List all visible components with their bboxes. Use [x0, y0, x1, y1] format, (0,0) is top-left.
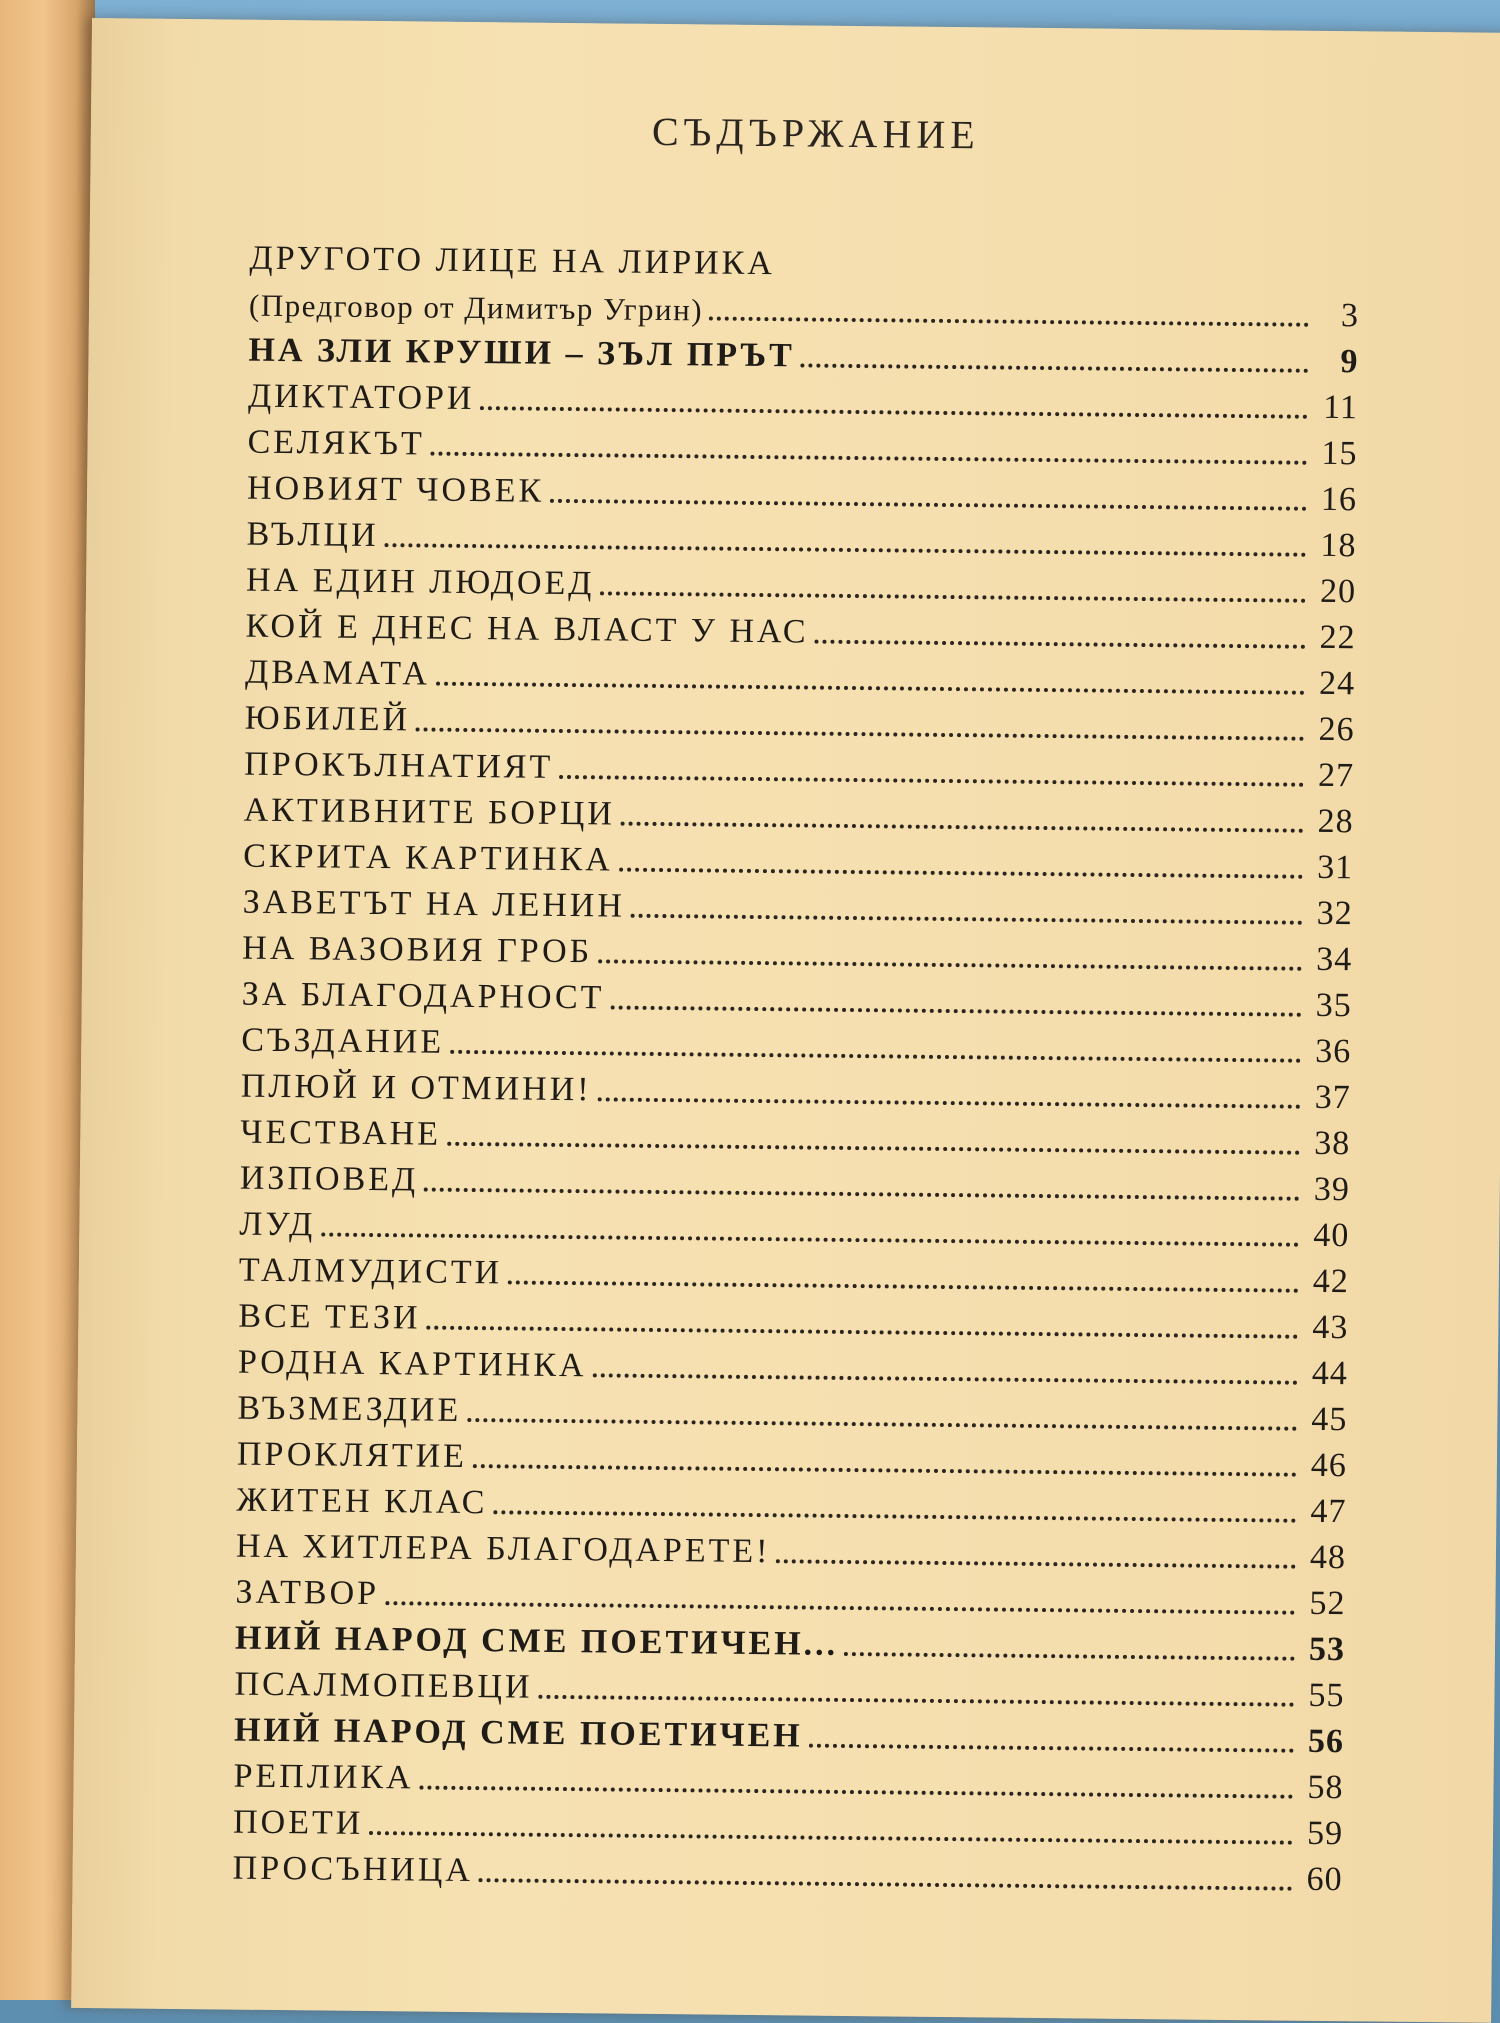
- toc-entry-title: ПРОКЪЛНАТИЯТ: [244, 745, 554, 786]
- dot-leader: [559, 775, 1304, 787]
- toc-entry-page-number: 56: [1307, 1722, 1345, 1761]
- dot-leader: [844, 1652, 1295, 1661]
- dot-leader: [600, 591, 1306, 602]
- dot-leader: [592, 1373, 1297, 1384]
- toc-entry-title: НА ВАЗОВИЯ ГРОБ: [242, 929, 593, 971]
- dot-leader: [508, 1280, 1299, 1292]
- toc-entry-title: СЪЗДАНИЕ: [241, 1021, 445, 1061]
- dot-leader: [385, 1601, 1295, 1615]
- preface-title: ДРУГОТО ЛИЦЕ НА ЛИРИКА: [249, 239, 776, 283]
- toc-entry-page-number: 58: [1307, 1768, 1344, 1807]
- dot-leader: [473, 1464, 1297, 1477]
- toc-entry-page-number: 45: [1311, 1400, 1348, 1439]
- toc-entry-page-number: 15: [1321, 434, 1358, 473]
- toc-entry-page-number: 32: [1316, 894, 1353, 933]
- toc-entry-page-number: 42: [1312, 1262, 1350, 1301]
- book-page: [71, 18, 1500, 2023]
- toc-entry-title: ДИКТАТОРИ: [247, 377, 475, 418]
- toc-entry-page-number: 46: [1310, 1446, 1348, 1485]
- toc-entry-title: РЕПЛИКА: [233, 1757, 414, 1797]
- page-heading: СЪДЪРЖАНИЕ: [651, 108, 980, 158]
- dot-leader: [709, 316, 1309, 326]
- toc-entry-title: ЗА БЛАГОДАРНОСТ: [241, 975, 605, 1017]
- dot-leader: [467, 1418, 1297, 1431]
- dot-leader: [809, 1744, 1294, 1753]
- dot-leader: [814, 640, 1305, 649]
- dot-leader: [385, 543, 1307, 557]
- toc-entry-title: ВЪЗМЕЗДИЕ: [237, 1389, 462, 1429]
- toc-entry-title: ПРОКЛЯТИЕ: [236, 1435, 468, 1476]
- toc-entry-title: РОДНА КАРТИНКА: [237, 1343, 587, 1385]
- toc-entry-title: ЗАТВОР: [235, 1573, 380, 1613]
- toc-entry-page-number: 52: [1309, 1584, 1346, 1623]
- dot-leader: [431, 452, 1308, 465]
- toc-entry-page-number: 26: [1318, 710, 1355, 749]
- toc-entry-page-number: 35: [1315, 986, 1352, 1025]
- dot-leader: [479, 1878, 1293, 1891]
- toc-entry-title: НОВИЯТ ЧОВЕК: [246, 469, 545, 510]
- toc-entry-title: СЕЛЯКЪТ: [247, 423, 425, 463]
- toc-entry-title: ВЪЛЦИ: [246, 515, 379, 555]
- toc-entry-title: ЛУД: [239, 1205, 316, 1244]
- toc-entry-title: ПЛЮЙ И ОТМИНИ!: [240, 1067, 592, 1109]
- toc-entry-title: ЮБИЛЕЙ: [244, 699, 411, 739]
- dot-leader: [801, 363, 1309, 372]
- dot-leader: [619, 868, 1303, 879]
- toc-entry-page-number: 18: [1320, 526, 1357, 565]
- toc-entry-page-number: 40: [1313, 1216, 1350, 1255]
- toc-entry-title: СКРИТА КАРТИНКА: [243, 837, 614, 879]
- dot-leader: [480, 406, 1308, 419]
- toc-entry-page-number: 11: [1323, 388, 1359, 427]
- toc-entry-page-number: 53: [1308, 1630, 1346, 1669]
- toc-entry-title: НИЙ НАРОД СМЕ ПОЕТИЧЕН: [233, 1711, 803, 1755]
- toc-entry-title: НИЙ НАРОД СМЕ ПОЕТИЧЕН...: [234, 1619, 839, 1663]
- toc-entry-page-number: 22: [1319, 618, 1356, 657]
- toc-entry-page-number: 60: [1306, 1860, 1343, 1899]
- toc-entry-page-number: 36: [1315, 1032, 1352, 1071]
- toc-entry-page-number: 44: [1311, 1354, 1349, 1393]
- toc-entry-title: АКТИВНИТЕ БОРЦИ: [243, 791, 616, 833]
- dot-leader: [416, 727, 1305, 740]
- toc-entry-title: ВСЕ ТЕЗИ: [238, 1297, 421, 1337]
- toc-entry-title: ЖИТЕН КЛАС: [236, 1481, 488, 1522]
- toc-entry-page-number: 48: [1309, 1538, 1347, 1577]
- dot-leader: [450, 1050, 1301, 1063]
- toc-entry-page-number: 16: [1320, 480, 1358, 519]
- toc-entry-page-number: 28: [1317, 802, 1354, 841]
- toc-entry-page-number: 38: [1314, 1124, 1351, 1163]
- preface-page-number: 3: [1340, 297, 1360, 335]
- toc-entry-title: ТАЛМУДИСТИ: [238, 1251, 503, 1292]
- toc-entry-page-number: 34: [1316, 940, 1353, 979]
- toc-entry-title: ПСАЛМОПЕВЦИ: [234, 1665, 533, 1706]
- toc-entry-page-number: 20: [1319, 572, 1357, 611]
- toc-entry-page-number: 43: [1312, 1308, 1349, 1347]
- toc-entry-page-number: 27: [1317, 756, 1355, 795]
- toc-entry-page-number: 24: [1318, 664, 1356, 703]
- toc-entry-page-number: 47: [1310, 1492, 1347, 1531]
- toc-entry-title: ЧЕСТВАНЕ: [240, 1113, 442, 1153]
- dot-leader: [550, 499, 1307, 511]
- dot-leader: [631, 914, 1303, 925]
- table-of-contents: [232, 230, 1359, 1900]
- dot-leader: [447, 1142, 1300, 1155]
- dot-leader: [436, 682, 1305, 695]
- toc-entry-page-number: 55: [1308, 1676, 1345, 1715]
- toc-entry-title: КОЙ Е ДНЕС НА ВЛАСТ У НАС: [245, 607, 809, 651]
- dot-leader: [598, 959, 1302, 970]
- dot-leader: [776, 1559, 1296, 1568]
- dot-leader: [621, 822, 1304, 833]
- toc-entry-title: ЗАВЕТЪТ НА ЛЕНИН: [242, 883, 626, 925]
- toc-entry-title: НА ЕДИН ЛЮДОЕД: [245, 561, 595, 603]
- toc-entry-title: ДВАМАТА: [244, 653, 431, 693]
- dot-leader: [321, 1232, 1299, 1246]
- toc-entry-page-number: 59: [1306, 1814, 1344, 1853]
- toc-entry-title: ИЗПОВЕД: [239, 1159, 419, 1199]
- dot-leader: [597, 1097, 1300, 1108]
- dot-leader: [493, 1510, 1296, 1522]
- toc-entry-page-number: 9: [1340, 343, 1359, 381]
- dot-leader: [610, 1005, 1301, 1016]
- dot-leader: [420, 1786, 1294, 1799]
- dot-leader: [369, 1831, 1293, 1845]
- toc-entry-title: ПОЕТИ: [232, 1803, 364, 1842]
- toc-entry-title: ПРОСЪНИЦА: [232, 1849, 474, 1890]
- dot-leader: [424, 1188, 1300, 1201]
- toc-entry-page-number: 31: [1316, 848, 1354, 887]
- toc-entry-page-number: 37: [1314, 1078, 1351, 1117]
- toc-entry-title: НА ЗЛИ КРУШИ – ЗЪЛ ПРЪТ: [248, 331, 795, 375]
- toc-entry-page-number: 39: [1313, 1170, 1350, 1209]
- toc-entry-title: НА ХИТЛЕРА БЛАГОДАРЕТЕ!: [235, 1527, 771, 1571]
- dot-leader: [426, 1326, 1298, 1339]
- preface-subtitle: (Предговор от Димитър Угрин): [248, 287, 704, 328]
- dot-leader: [538, 1695, 1294, 1707]
